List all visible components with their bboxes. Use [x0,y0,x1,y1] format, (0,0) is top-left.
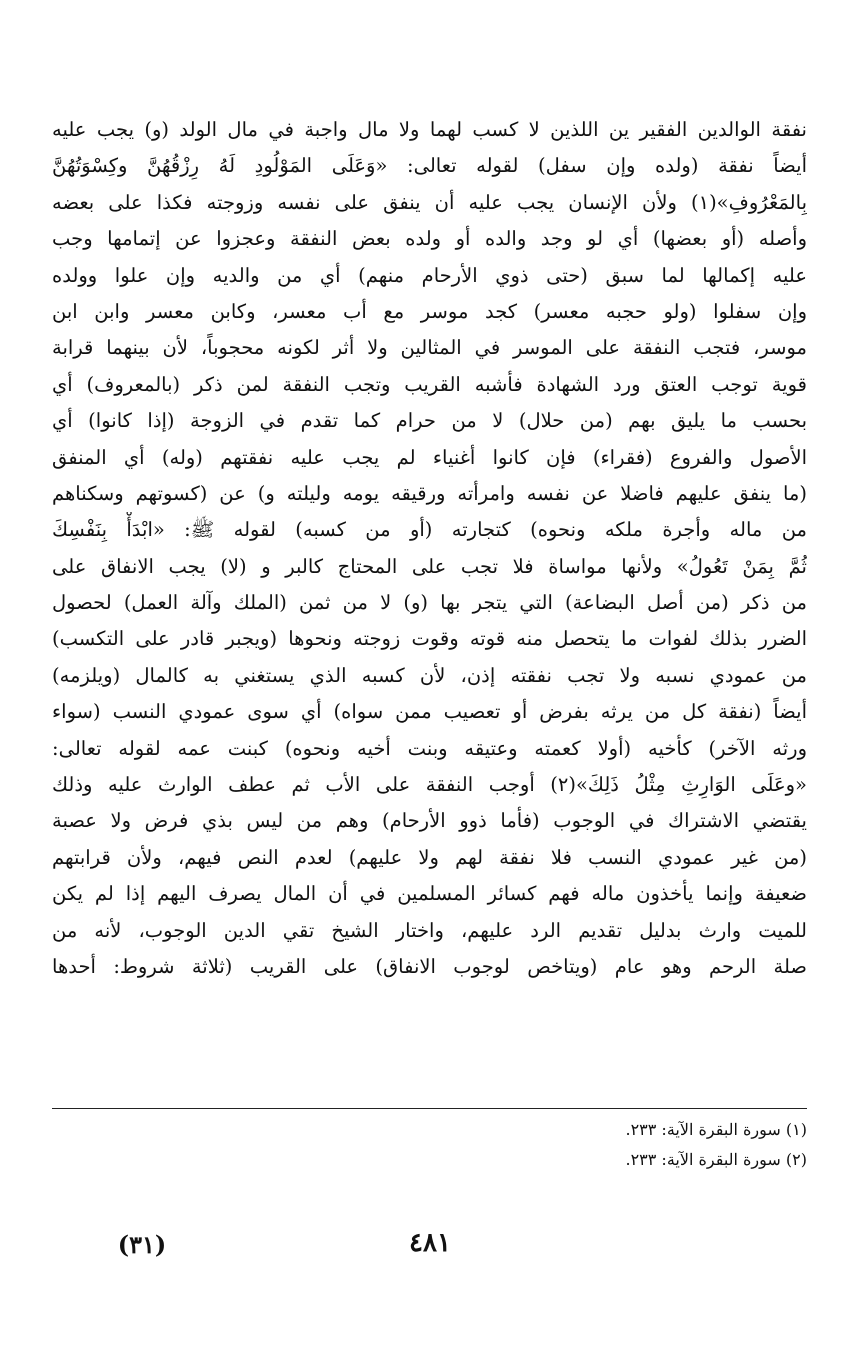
footnote-divider [52,1108,807,1109]
text-line: (من غير عمودي النسب فلا نفقة لهم ولا عليهم) لعدم النص فيهم، ولأن قرابتهم [52,845,807,869]
signature-mark: (٣١) [117,1230,167,1259]
text-line: من ماله وأجرة ملكه ونحوه) كتجارته (أو من كسبه) لقوله ﷺ: «ابْدَأْ بِنَفْسِكَ [52,518,807,542]
text-line: (ما ينفق عليهم فاضلا عن نفسه وامرأته ورقيقه يومه وليلته و) عن (كسوتهم وسكناهم [52,481,807,505]
text-line: من عمودي نسبه ولا تجب نفقته إذن، لأن كسبه الذي يستغني به كالمال (ويلزمه) [52,663,807,687]
text-line: للميت وارث بدليل تقديم الرد عليهم، واختار الشيخ تقي الدين الوجوب، لأنه من [52,918,807,942]
text-line: صلة الرحم وهو عام (ويتاخص لوجوب الانفاق) على القريب (ثلاثة شروط: أحدها [52,954,807,978]
text-line: أيضاً (نفقة كل من يرثه بفرض أو تعصيب ممن سواه) أي سوى عمودي النسب (سواء [52,700,807,724]
footnote: (٢) سورة البقرة الآية: ٢٣٣. [625,1150,807,1169]
text-line: بِالمَعْرُوفِ»(١) ولأن الإنسان يجب عليه أن ينفق على نفسه وزوجته فكذا على بعضه [52,190,807,214]
text-line: بحسب ما يليق بهم (من حلال) لا من حرام كما تقدم في الزوجة (إذا كانوا) أي [52,409,807,433]
text-line: ضعيفة وإنما يأخذون ماله فهم كسائر المسلمين في أن المال يصرف اليهم إذا لم يكن [52,882,807,906]
text-line: «وعَلَى الوَارِثِ مِثْلُ ذَلِكَ»(٢) أوجب النفقة على الأب ثم عطف الوارث عليه وذلك [52,773,807,797]
text-line: وإن سفلوا (ولو حجبه معسر) كجد موسر مع أب معسر، وكابن معسر وابن ابن [52,299,807,323]
footnotes [52,1115,807,1175]
text-line: الأصول والفروع (فقراء) فإن كانوا أغنياء لم يجب عليه نفقتهم (وله) أي المنفق [52,445,807,469]
text-line: من ذكر (من أصل البضاعة) التي يتجر بها (و) لا من ثمن (الملك وآلة العمل) لحصول [52,591,807,615]
text-line: أيضاً نفقة (ولده وإن سفل) لقوله تعالى: «وَعَلَى المَوْلُودِ لَهُ رِزْقُهُنَّ وكِسْوَتُهُنَّ [52,154,807,178]
text-line: الضرر بذلك لفوات ما يتحصل منه قوته وقوت زوجته ونحوها (ويجبر قادر على التكسب) [52,627,807,651]
text-line: عليه إكمالها لما سبق (حتى ذوي الأرحام منهم) أي من والديه وإن علوا وولده [52,263,807,287]
page-number: ٤٨١ [409,1228,451,1258]
text-line: نفقة الوالدين الفقير ين اللذين لا كسب لهما ولا مال واجبة في مال الولد (و) يجب عليه [52,118,807,141]
text-line: ثُمَّ بِمَنْ تَعُولُ» ولأنها مواساة فلا تجب على المحتاج كالبر و (لا) يجب الانفاق على [52,554,807,578]
text-line: موسر، فتجب النفقة على الموسر في المثالين ولا أثر لكونه محجوباً، لأن بينهما قرابة [52,336,807,360]
text-line: ورثه الآخر) كأخيه (أولا كعمته وعتيقه وبنت أخيه ونحوه) كبنت عمه لقوله تعالى: [52,736,807,760]
footnote: (١) سورة البقرة الآية: ٢٣٣. [625,1120,807,1139]
text-line: يقتضي الاشتراك في الوجوب (فأما ذوو الأرحام) وهم من ليس بذي فرض ولا عصبة [52,809,807,833]
main-text [52,112,807,985]
text-line: قوية توجب العتق ورد الشهادة فأشبه القريب وتجب النفقة لمن ذكر (بالمعروف) أي [52,372,807,396]
text-line: وأصله (أو بعضها) أي لو وجد والده أو ولده بعض النفقة وعجزوا عن إتمامها وجب [52,227,807,251]
